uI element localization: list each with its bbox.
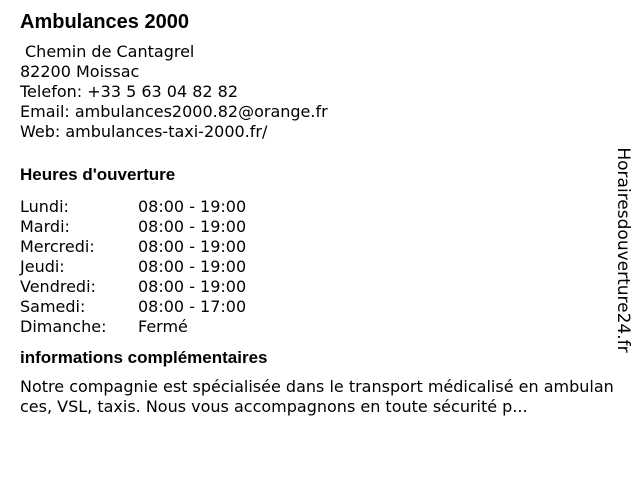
hours-day: Vendredi:	[20, 277, 96, 296]
side-brand-watermark: Horairesdouverture24.fr	[613, 147, 633, 353]
hours-row-friday	[20, 277, 610, 297]
phone-line: Telefon: +33 5 63 04 82 82	[20, 82, 239, 101]
business-name: Ambulances 2000	[20, 11, 189, 33]
hours-day: Jeudi:	[20, 257, 65, 276]
hours-day: Mercredi:	[20, 237, 95, 256]
hours-row-saturday	[20, 297, 610, 317]
info-heading: informations complémentaires	[20, 348, 268, 367]
hours-row-monday	[20, 197, 610, 217]
web-line: Web: ambulances-taxi-2000.fr/	[20, 122, 268, 141]
hours-row-thursday	[20, 257, 610, 277]
business-card	[20, 10, 614, 417]
hours-day: Dimanche:	[20, 317, 107, 336]
hours-row-sunday	[20, 317, 610, 337]
hours-time: 08:00 - 19:00	[138, 257, 247, 276]
hours-time: 08:00 - 19:00	[138, 237, 247, 256]
hours-table	[20, 197, 610, 337]
hours-heading: Heures d'ouverture	[20, 165, 176, 184]
hours-day: Mardi:	[20, 217, 70, 236]
email-line: Email: ambulances2000.82@orange.fr	[20, 102, 328, 121]
hours-day: Lundi:	[20, 197, 69, 216]
hours-time: 08:00 - 19:00	[138, 277, 247, 296]
hours-time: 08:00 - 19:00	[138, 217, 247, 236]
hours-row-tuesday	[20, 217, 610, 237]
hours-time: 08:00 - 17:00	[138, 297, 247, 316]
address-street: Chemin de Cantagrel	[25, 42, 195, 61]
hours-time: Fermé	[138, 317, 188, 336]
info-text: Notre compagnie est spécialisée dans le transport médicalisé en ambulances, VSL, taxis. Nous vous accompagnons en toute sécurité p...	[20, 377, 614, 416]
address-city: 82200 Moissac	[20, 62, 140, 81]
hours-row-wednesday	[20, 237, 610, 257]
hours-time: 08:00 - 19:00	[138, 197, 247, 216]
hours-day: Samedi:	[20, 297, 86, 316]
